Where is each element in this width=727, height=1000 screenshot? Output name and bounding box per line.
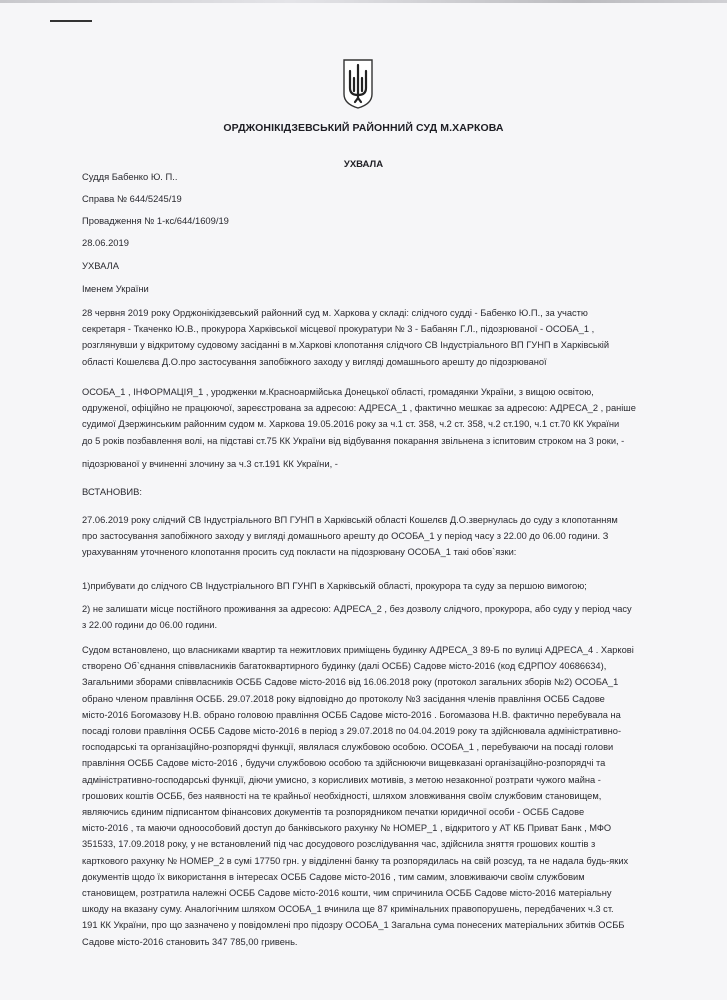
text-line: судимої Дзержинським районним судом м. Харкова 19.05.2016 року за ч.1 ст. 358, ч.2 ст. 358, ч.2 ст.190, ч.1 ст.70 КК України <box>82 419 620 430</box>
text-line: 351533, 17.09.2018 року, у не встановлений під час досудового розслідування час, здійснила зняття грошових коштів з <box>82 839 596 850</box>
text-line: створено Об`єднання співвласників багатоквартирного будинку (далі ОСББ) Садове місто-2016 (код ЄДРПОУ 40686634), <box>82 661 607 672</box>
court-name: ОРДЖОНІКІДЗЕВСЬКИЙ РАЙОННИЙ СУД М.ХАРКОВА <box>223 122 504 134</box>
paragraph-motion <box>82 512 702 561</box>
text-line: місто-2016 Богомазову Н.В. обрано головою правління ОСББ Садове місто-2016 . Богомазова Н.В. фактично перебувала на <box>82 709 621 720</box>
obligation-2 <box>82 601 702 633</box>
case-number: Справа № 644/5245/19 <box>82 193 182 204</box>
text-line: області Кошелєва Д.О.про застосування запобіжного заходу у вигляді домашнього арешту до підозрюваної <box>82 356 547 367</box>
text-line: Садове місто-2016 становить 347 785,00 гривень. <box>82 936 298 947</box>
text-line: обрано членом правління ОСББ. 29.07.2018 року відповідно до протоколу №3 засідання членів правління ОСББ Садове <box>82 693 605 704</box>
established-heading: ВСТАНОВИВ: <box>82 486 142 497</box>
text-line: урахуванням уточненого клопотання просить суд покласти на підозрювану ОСОБА_1 такі обов`язки: <box>82 547 517 558</box>
obligation-1: 1)прибувати до слідчого СВ Індустріального ВП ГУНП в Харківській області, прокурора та суду за першою вимогою; <box>82 580 587 591</box>
text-line: 191 КК України, про що зазначено у повідомлені про підозру ОСОБА_1 Загальна сума понесених матеріальних збитків ОСББ <box>82 920 625 931</box>
text-line: становищем, розтратила належні ОСББ Садове місто-2016 кошти, чим спричинила ОСББ Садове місто-2016 матеріальну <box>82 888 612 899</box>
judge-line: Суддя Бабенко Ю. П.. <box>82 171 178 182</box>
text-line: місто-2016 , та маючи одноособовий доступ до банківського рахунку № НОМЕР_1 , відкритого у АТ КБ Приват Банк , МФО <box>82 823 612 834</box>
paragraph-suspect <box>82 384 702 449</box>
text-line: 28 червня 2019 року Орджонікідзевський районний суд м. Харкова у складі: слідчого судді - Бабенко Ю.П., за участю <box>82 308 588 318</box>
text-line: являючись єдиним підписантом фінансових документів та розпорядником печатки юридичної особи - ОСББ Садове <box>82 807 585 818</box>
text-line: правління ОСББ Садове місто-2016 , будучи службовою особою та здійснюючи вищевказані організаційно-розпорядчі та <box>82 758 606 769</box>
document-title: УХВАЛА <box>343 159 384 170</box>
text-line: з 22.00 години до 06.00 години. <box>82 620 218 631</box>
decision-heading: УХВАЛА <box>82 260 120 271</box>
ukraine-trident-emblem-icon <box>342 58 374 110</box>
paragraph-charge: підозрюваної у вчиненні злочину за ч.3 ст.191 КК України, - <box>82 458 338 469</box>
text-line: документів щодо їх використання в інтересах ОСББ Садове місто-2016 , тим самим, зловживаючи своїм службовим <box>82 871 585 882</box>
text-line: господарські та організаційно-розпорядчі функції, являлася службовою особою. ОСОБА_1 , перебуваючи на посаді голови <box>82 742 614 753</box>
proceeding-number: Провадження № 1-кс/644/1609/19 <box>82 215 229 226</box>
in-name-of-ukraine: Іменем України <box>82 283 149 294</box>
text-line: шкоду на вказану суму. Аналогічним шляхом ОСОБА_1 вчинила ще 87 кримінальних правопорушень, передбачених ч.3 ст. <box>82 904 614 915</box>
text-line: Судом встановлено, що власниками квартир та нежитлових приміщень будинку АДРЕСА_3 89-Б по вулиці АДРЕСА_4 . Харкові <box>82 645 634 655</box>
text-line: 2) не залишати місце постійного проживання за адресою: АДРЕСА_2 , без дозволу слідчого, прокурора, або суду у період часу <box>82 604 632 614</box>
text-line: розглянувши у відкритому судовому засіданні в м.Харкові клопотання слідчого СВ Індустріального ВП ГУНП в Харківській <box>82 340 610 351</box>
scan-edge <box>0 0 727 3</box>
paragraph-findings <box>82 642 702 950</box>
text-line: про застосування запобіжного заходу у вигляді домашнього арешту до ОСОБА_1 у період часу з 22.00 до 06.00 години. З <box>82 531 609 542</box>
text-line: 27.06.2019 року слідчий СВ Індустріального ВП ГУНП в Харківській області Кошелєв Д.О.звернулась до суду з клопотанням <box>82 515 618 525</box>
text-line: грошових коштів ОСББ, без наявності на те крайньої необхідності, шляхом зловживання своїм службовим становищем, <box>82 790 602 801</box>
paragraph-intro <box>82 305 702 370</box>
text-line: адміністративно-господарські функції, діючи умисно, з корисливих мотивів, з метою незаконної розтрати чужого майна - <box>82 774 601 785</box>
text-line: до 5 років позбавлення волі, на підставі ст.75 КК України від відбування покарання звільнена з іспитовим строком на 3 роки, - <box>82 435 625 446</box>
text-line: ОСОБА_1 , ІНФОРМАЦІЯ_1 , уродженки м.Красноармійська Донецької області, громадянки України, з вищою освітою, <box>82 387 594 397</box>
text-line: одруженої, офіційно не працюючої, зареєстрована за адресою: АДРЕСА_1 , фактично мешкає за адресою: АДРЕСА_2 , раніше <box>82 403 636 414</box>
text-line: посаді голови правління ОСББ Садове місто-2016 в період з 29.07.2018 по 04.04.2019 року та здійснювала адміністративно- <box>82 726 622 737</box>
scan-mark <box>50 20 92 22</box>
text-line: секретаря - Ткаченко Ю.В., прокурора Харківської місцевої прокуратури № 3 - Бабанян Г.Л., підозрюваної - ОСОБА_1 , <box>82 324 595 335</box>
document-date: 28.06.2019 <box>82 237 129 248</box>
text-line: Загальними зборами співвласників ОСББ Садове місто-2016 від 16.06.2018 року (протокол загальних зборів №2) ОСОБА_1 <box>82 677 619 688</box>
text-line: карткового рахунку № НОМЕР_2 в сумі 17750 грн. у відділенні банку та розпорядилась на свій розсуд, та не надала будь-яких <box>82 855 629 866</box>
